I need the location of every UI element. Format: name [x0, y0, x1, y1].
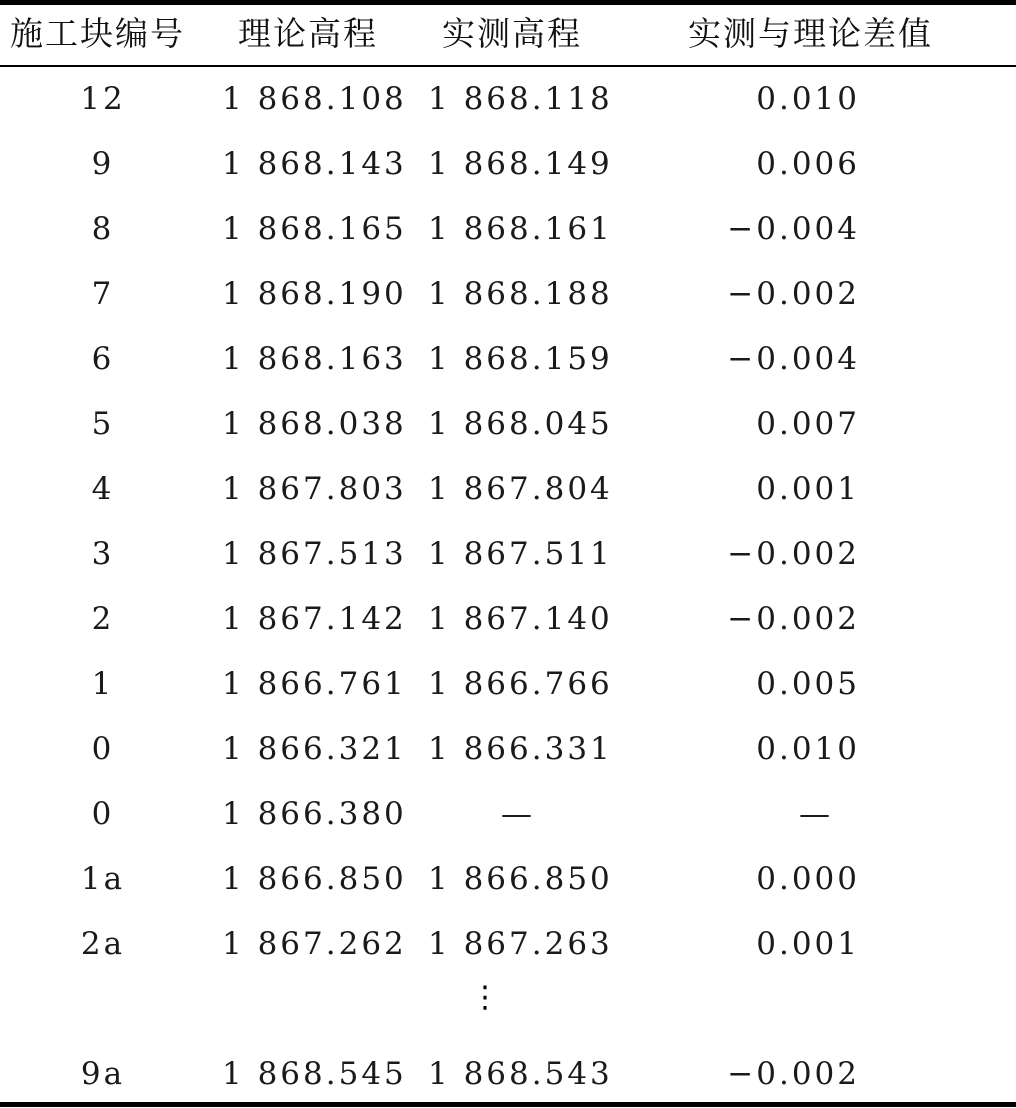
cell-theoretical: 1 868.190: [222, 276, 407, 312]
cell-theoretical: 1 866.761: [222, 666, 407, 702]
cell-difference: 0.005: [756, 666, 860, 702]
cell-measured: 1 868.118: [428, 81, 613, 117]
cell-theoretical: 1 868.038: [222, 406, 407, 442]
header-measured-elevation: 实测高程: [442, 14, 582, 53]
cell-theoretical: 1 868.143: [222, 146, 407, 182]
header-difference: 实测与理论差值: [688, 14, 933, 53]
cell-theoretical: 1 867.142: [222, 601, 407, 637]
cell-measured: 1 868.188: [428, 276, 613, 312]
cell-measured: —: [501, 796, 535, 832]
cell-block: 2: [91, 601, 115, 637]
cell-theoretical: 1 867.262: [222, 926, 407, 962]
cell-block: 1: [91, 666, 115, 702]
cell-block: 6: [91, 341, 115, 377]
cell-theoretical: 1 867.513: [222, 536, 407, 572]
cell-measured: 1 867.140: [428, 601, 613, 637]
cell-block: 3: [91, 536, 115, 572]
cell-difference: −0.002: [727, 536, 860, 572]
cell-difference: −0.002: [727, 1056, 860, 1092]
cell-difference: 0.001: [756, 471, 860, 507]
cell-block: 5: [91, 406, 115, 442]
header-block-number: 施工块编号: [10, 14, 185, 53]
cell-block: 1a: [80, 861, 126, 897]
cell-block: 2a: [80, 926, 126, 962]
cell-measured: 1 866.331: [428, 731, 613, 767]
cell-difference: −0.004: [727, 211, 860, 247]
cell-theoretical: 1 866.850: [222, 861, 407, 897]
cell-theoretical: 1 867.803: [222, 471, 407, 507]
cell-measured: 1 868.161: [428, 211, 613, 247]
table-header-rule: [0, 65, 1016, 67]
cell-block: 7: [91, 276, 115, 312]
cell-block: 0: [91, 796, 115, 832]
cell-measured: 1 868.543: [428, 1056, 613, 1092]
cell-block: 12: [80, 81, 126, 117]
vertical-ellipsis: ⋮: [470, 980, 500, 1015]
cell-difference: −0.004: [727, 341, 860, 377]
cell-difference: 0.006: [756, 146, 860, 182]
header-theoretical-elevation: 理论高程: [238, 14, 378, 53]
cell-block: 9: [91, 146, 115, 182]
cell-block: 4: [91, 471, 115, 507]
cell-difference: 0.010: [756, 81, 860, 117]
cell-block: 8: [91, 211, 115, 247]
cell-difference: —: [799, 796, 833, 832]
cell-difference: −0.002: [727, 601, 860, 637]
cell-theoretical: 1 866.380: [222, 796, 407, 832]
cell-measured: 1 868.045: [428, 406, 613, 442]
cell-measured: 1 868.159: [428, 341, 613, 377]
cell-theoretical: 1 866.321: [222, 731, 407, 767]
cell-measured: 1 867.263: [428, 926, 613, 962]
cell-block: 0: [91, 731, 115, 767]
cell-block: 9a: [80, 1056, 126, 1092]
cell-difference: 0.010: [756, 731, 860, 767]
cell-measured: 1 866.766: [428, 666, 613, 702]
cell-difference: 0.000: [756, 861, 860, 897]
cell-difference: 0.001: [756, 926, 860, 962]
cell-theoretical: 1 868.545: [222, 1056, 407, 1092]
cell-difference: 0.007: [756, 406, 860, 442]
cell-measured: 1 867.511: [428, 536, 613, 572]
cell-measured: 1 868.149: [428, 146, 613, 182]
cell-theoretical: 1 868.108: [222, 81, 407, 117]
table-top-rule: [0, 0, 1016, 5]
cell-measured: 1 866.850: [428, 861, 613, 897]
cell-difference: −0.002: [727, 276, 860, 312]
cell-theoretical: 1 868.165: [222, 211, 407, 247]
cell-measured: 1 867.804: [428, 471, 613, 507]
cell-theoretical: 1 868.163: [222, 341, 407, 377]
table-bottom-rule: [0, 1102, 1016, 1107]
